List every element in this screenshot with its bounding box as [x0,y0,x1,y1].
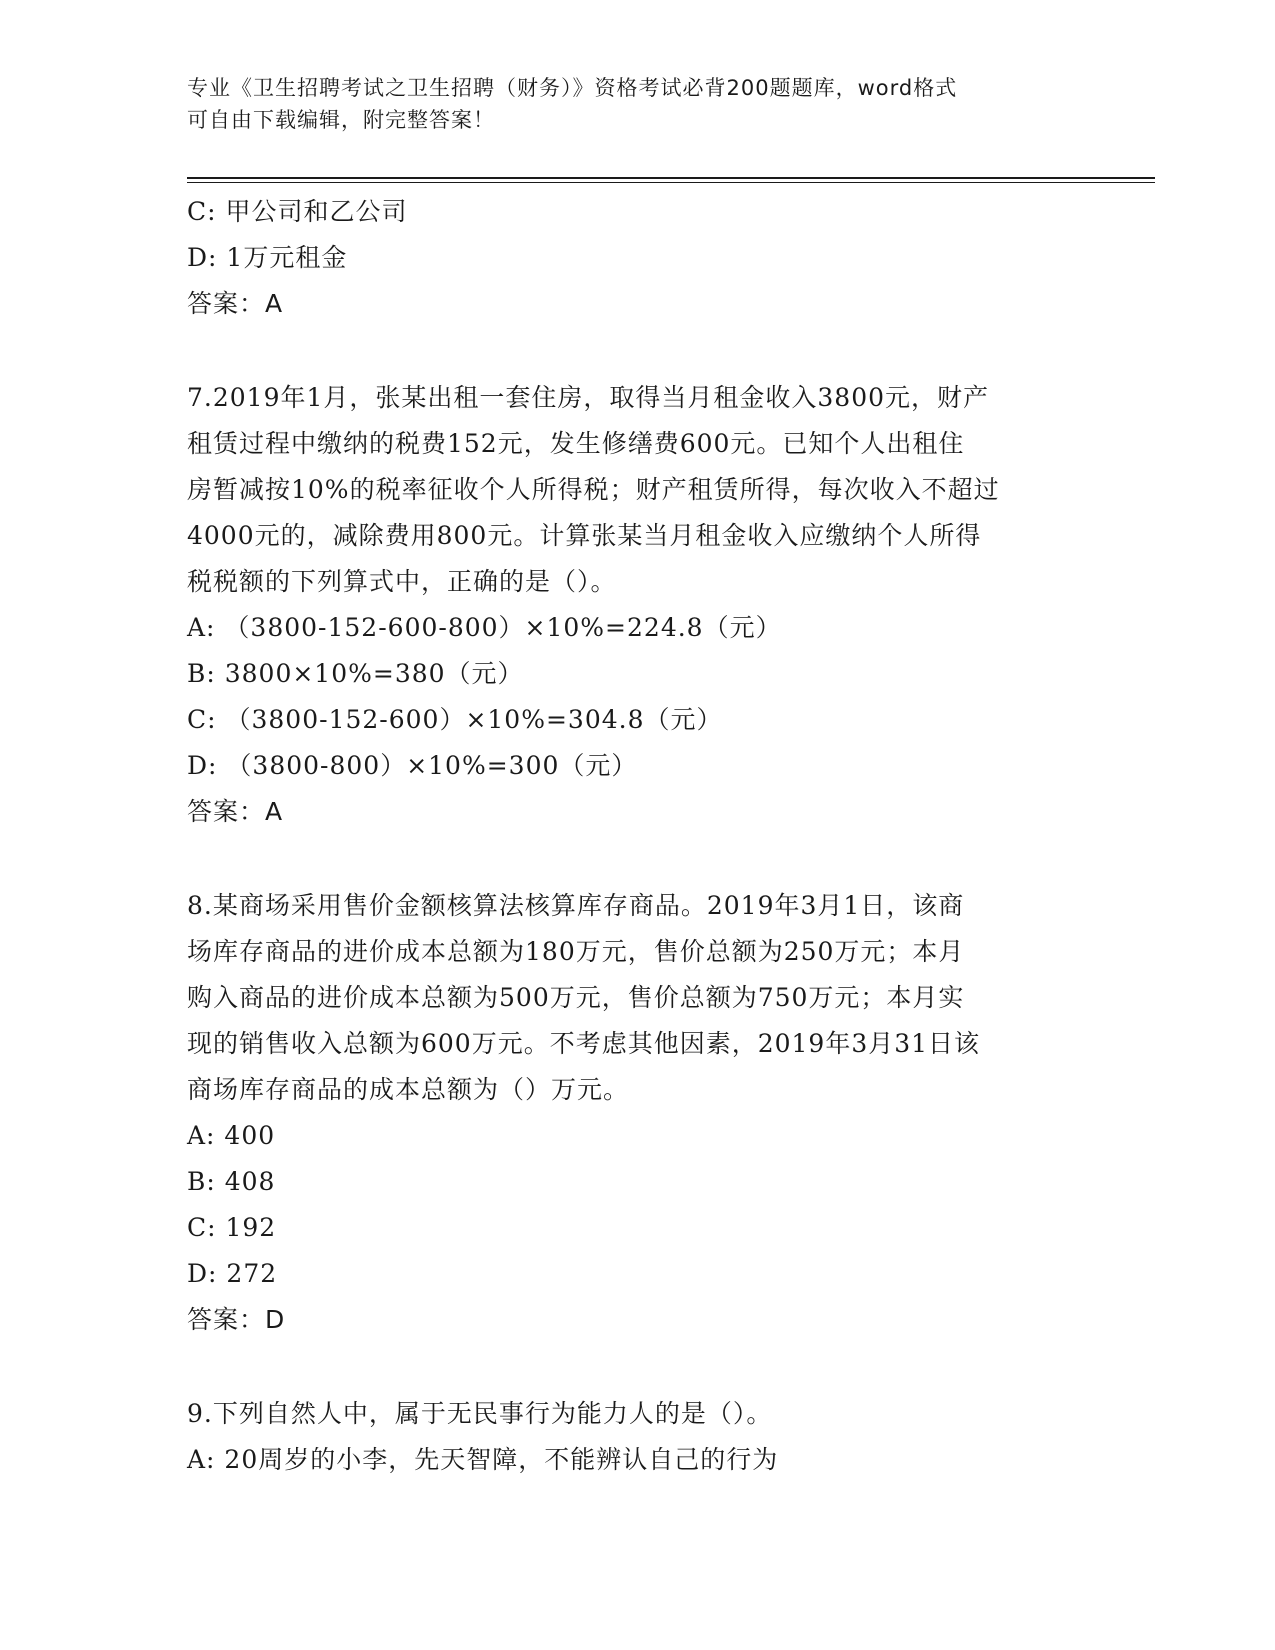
option-c: C: （3800-152-600）×10%=304.8（元） [187,705,723,734]
option-b: B: 3800×10%=380（元） [187,659,524,688]
question-text-line: 现的销售收入总额为600万元。不考虑其他因素，2019年3月31日该 [187,1029,981,1058]
answer-line: 答案：A [187,289,284,318]
question-text-line: 8.某商场采用售价金额核算法核算库存商品。2019年3月1日，该商 [187,891,965,920]
answer-line: 答案：A [187,797,284,826]
question-text-line: 商场库存商品的成本总额为（）万元。 [187,1075,630,1104]
header-rule-thin [187,182,1155,183]
question-content [187,189,1087,1483]
answer-line: 答案：D [187,1305,286,1334]
question-7 [187,375,1087,835]
option-a: A: 400 [187,1121,276,1150]
option-d: D: （3800-800）×10%=300（元） [187,751,638,780]
option-a: A: 20周岁的小李，先天智障，不能辨认自己的行为 [187,1445,779,1474]
question-text-line: 税税额的下列算式中，正确的是（）。 [187,567,617,596]
header-rule-thick [187,177,1155,179]
question-text-line: 房暂减按10%的税率征收个人所得税；财产租赁所得，每次收入不超过 [187,475,1000,504]
option-b: B: 408 [187,1167,276,1196]
option-c: C: 甲公司和乙公司 [187,197,408,226]
header-line-2: 可自由下载编辑，附完整答案！ [187,108,495,132]
spacer [187,835,1087,883]
option-c: C: 192 [187,1213,277,1242]
spacer [187,1343,1087,1391]
question-9 [187,1391,1087,1483]
option-d: D: 1万元租金 [187,243,348,272]
question-text-line: 9.下列自然人中，属于无民事行为能力人的是（）。 [187,1399,773,1428]
question-text-line: 购入商品的进价成本总额为500万元，售价总额为750万元；本月实 [187,983,965,1012]
question-text-line: 场库存商品的进价成本总额为180万元，售价总额为250万元；本月 [187,937,965,966]
document-header [187,72,1077,136]
question-text-line: 4000元的，减除费用800元。计算张某当月租金收入应缴纳个人所得 [187,521,982,550]
option-d: D: 272 [187,1259,278,1288]
question-text-line: 租赁过程中缴纳的税费152元，发生修缮费600元。已知个人出租住 [187,429,965,458]
question-8 [187,883,1087,1343]
question-text-line: 7.2019年1月，张某出租一套住房，取得当月租金收入3800元，财产 [187,383,990,412]
header-line-1: 专业《卫生招聘考试之卫生招聘（财务）》资格考试必背200题题库，word格式 [187,76,958,100]
option-a: A: （3800-152-600-800）×10%=224.8（元） [187,613,782,642]
prev-question-block [187,189,1087,327]
spacer [187,327,1087,375]
